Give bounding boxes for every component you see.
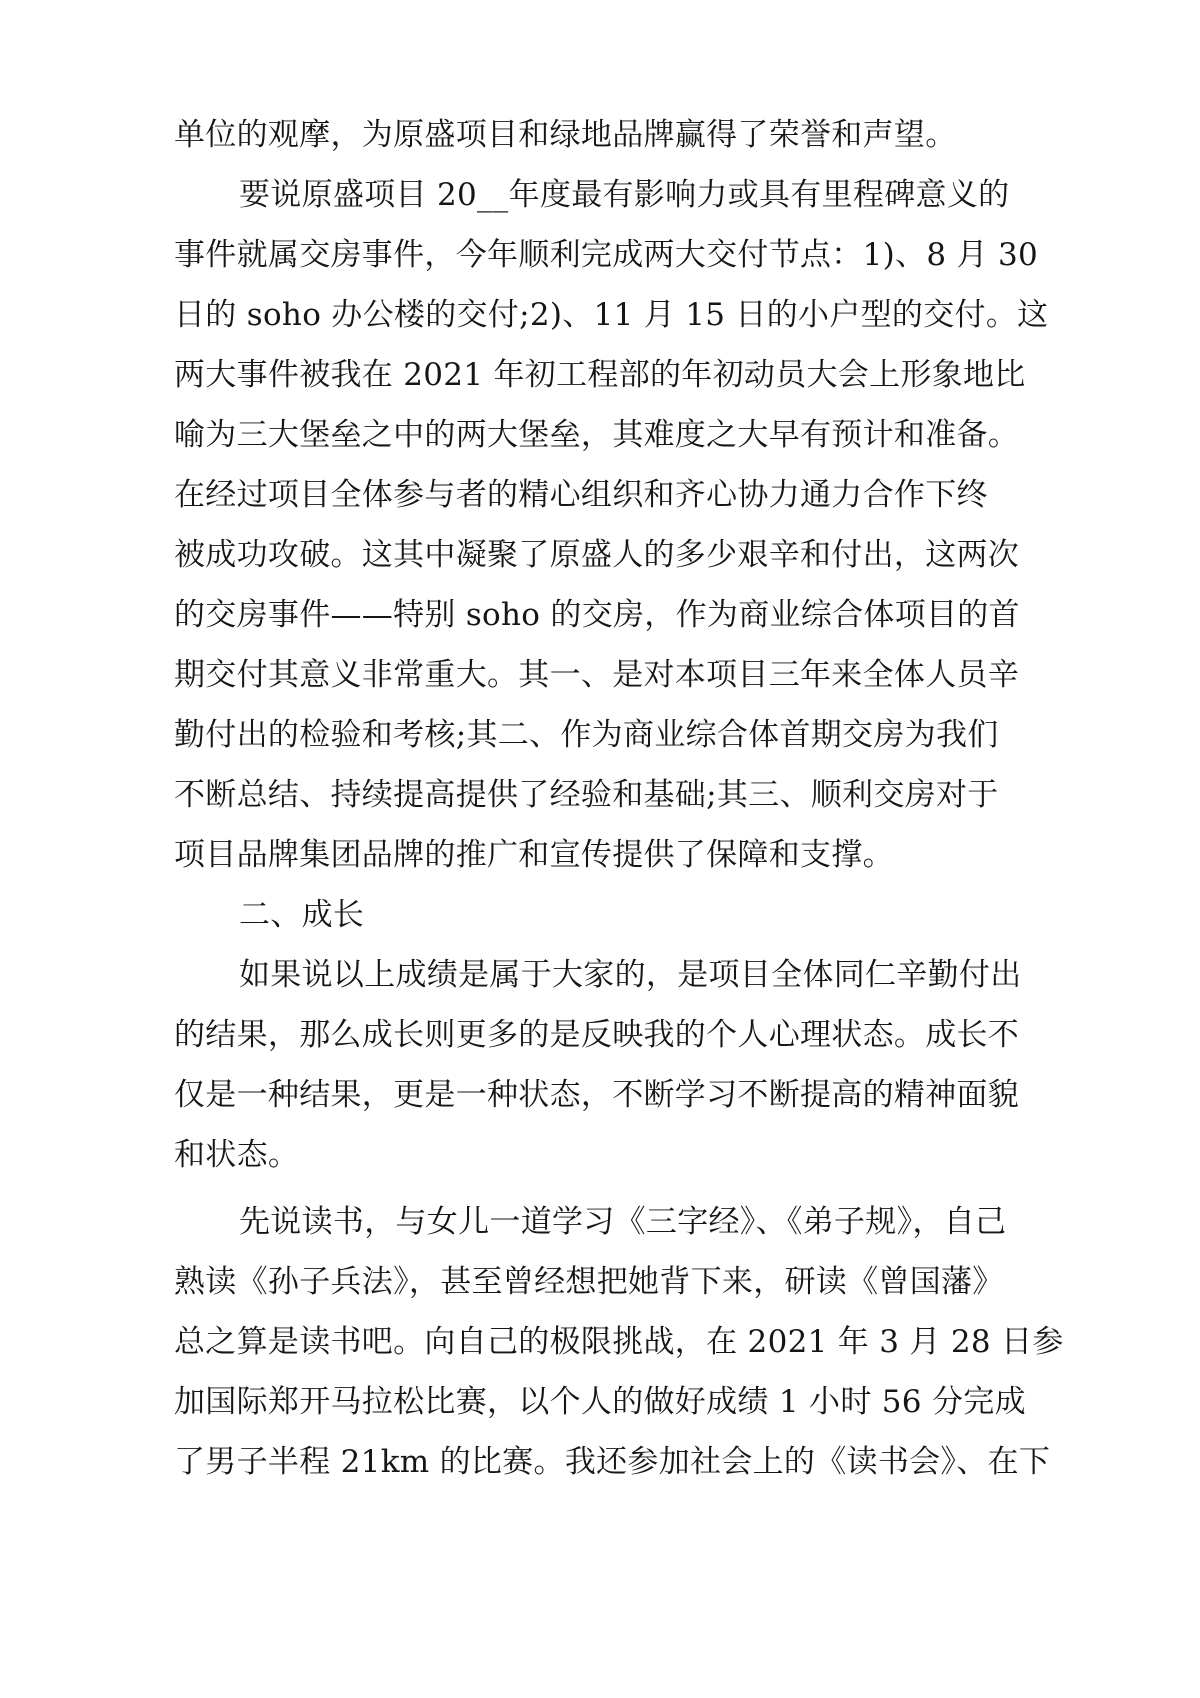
text-line: 不断总结、持续提高提供了经验和基础;其三、顺利交房对于 <box>174 777 999 813</box>
text-line: 的交房事件——特别 soho 的交房，作为商业综合体项目的首 <box>174 597 1020 633</box>
text-line: 熟读《孙子兵法》，甚至曾经想把她背下来，研读《曾国藩》 <box>174 1264 1004 1300</box>
paragraph-first-line: 如果说以上成绩是属于大家的，是项目全体同仁辛勤付出 <box>239 957 1022 993</box>
text-line: 项目品牌集团品牌的推广和宣传提供了保障和支撑。 <box>174 837 894 873</box>
text-line: 的结果，那么成长则更多的是反映我的个人心理状态。成长不 <box>174 1017 1020 1053</box>
text-line: 被成功攻破。这其中凝聚了原盛人的多少艰辛和付出，这两次 <box>174 537 1020 573</box>
text-line: 期交付其意义非常重大。其一、是对本项目三年来全体人员辛 <box>174 657 1020 693</box>
text-line: 两大事件被我在 2021 年初工程部的年初动员大会上形象地比 <box>174 357 1026 393</box>
text-line: 总之算是读书吧。向自己的极限挑战，在 2021 年 3 月 28 日参 <box>174 1324 1064 1360</box>
text-line: 单位的观摩，为原盛项目和绿地品牌赢得了荣誉和声望。 <box>174 117 957 153</box>
text-line: 在经过项目全体参与者的精心组织和齐心协力通力合作下终 <box>174 477 988 513</box>
text-line: 喻为三大堡垒之中的两大堡垒，其难度之大早有预计和准备。 <box>174 417 1020 453</box>
text-line: 加国际郑开马拉松比赛，以个人的做好成绩 1 小时 56 分完成 <box>174 1384 1026 1420</box>
paragraph-first-line: 先说读书，与女儿一道学习《三字经》、《弟子规》，自己 <box>239 1204 1007 1240</box>
text-line: 了男子半程 21km 的比赛。我还参加社会上的《读书会》、在下 <box>174 1444 1051 1480</box>
text-line: 日的 soho 办公楼的交付;2)、11 月 15 日的小户型的交付。这 <box>174 297 1049 333</box>
text-line: 事件就属交房事件，今年顺利完成两大交付节点：1)、8 月 30 <box>174 237 1038 273</box>
section-heading: 二、成长 <box>239 897 365 933</box>
text-line: 和状态。 <box>174 1137 300 1173</box>
paragraph-first-line: 要说原盛项目 20__年度最有影响力或具有里程碑意义的 <box>239 177 1010 213</box>
text-line: 勤付出的检验和考核;其二、作为商业综合体首期交房为我们 <box>174 717 999 753</box>
text-line: 仅是一种结果，更是一种状态，不断学习不断提高的精神面貌 <box>174 1077 1020 1113</box>
